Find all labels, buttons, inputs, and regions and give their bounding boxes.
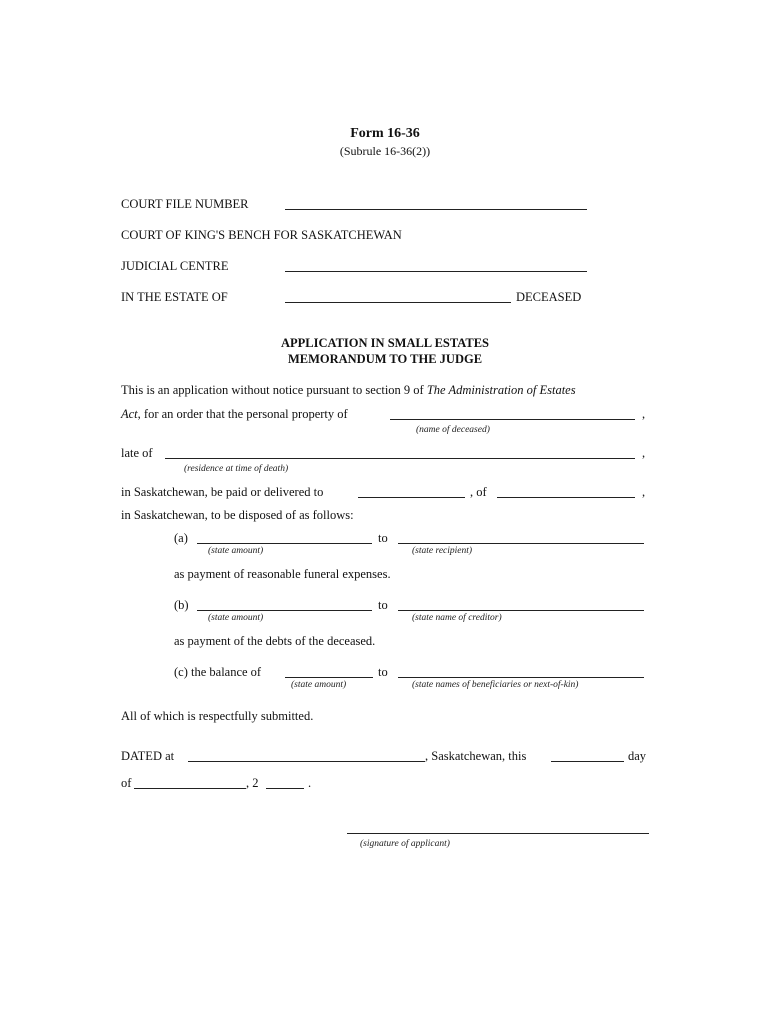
application-title-line2: MEMORANDUM TO THE JUDGE [287,352,483,366]
item-a-to: to [378,531,388,545]
item-a-recipient-caption: (state recipient) [412,546,473,556]
item-c-amount-caption: (state amount) [291,680,347,690]
act-name-italic-2: Act [121,407,138,421]
intro-line1 [121,383,576,398]
signature-caption: (signature of applicant) [360,839,450,849]
item-b-to: to [378,598,388,612]
paid-to-field[interactable] [358,497,465,498]
item-b-label: (b) [174,598,189,612]
item-a-recipient-field[interactable] [398,543,644,544]
period: . [308,776,312,790]
signature-field[interactable] [347,833,649,834]
intro-text-part2: , for an order that the personal property of [137,407,348,421]
item-c-amount-field[interactable] [285,677,373,678]
late-of-label: late of [121,446,153,460]
saskatchewan-this-text: , Saskatchewan, this [425,749,527,763]
funeral-expenses-text: as payment of reasonable funeral expenses. [174,567,391,581]
intro-text-part1: This is an application without notice pursuant to section 9 of [121,383,427,397]
of-location-field[interactable] [497,497,635,498]
estate-label: IN THE ESTATE OF [121,290,228,304]
comma-3: , [642,485,646,499]
year-prefix: , 2 [246,776,259,790]
month-field[interactable] [134,788,246,789]
intro-line2 [121,407,348,422]
subrule: (Subrule 16-36(2)) [339,144,431,158]
comma-2: , [642,446,646,460]
item-c-beneficiaries-caption: (state names of beneficiaries or next-of-kin) [412,680,579,690]
court-name: COURT OF KING'S BENCH FOR SASKATCHEWAN [121,228,402,242]
act-name-italic: The Administration of Estates [426,383,576,397]
respectfully-submitted: All of which is respectfully submitted. [121,709,314,723]
dated-at-location-field[interactable] [188,761,425,762]
item-b-creditor-field[interactable] [398,610,644,611]
form-title: Form 16-36 [350,126,420,141]
item-b-amount-field[interactable] [197,610,372,611]
deceased-label: DECEASED [516,290,582,304]
deceased-name-field[interactable] [390,419,635,420]
item-a-amount-caption: (state amount) [208,546,264,556]
name-of-deceased-caption: (name of deceased) [416,425,490,435]
item-b-creditor-caption: (state name of creditor) [412,613,502,623]
year-field[interactable] [266,788,304,789]
item-c-to: to [378,665,388,679]
item-a-label: (a) [174,531,188,545]
dated-at-label: DATED at [121,749,175,763]
disposed-text: in Saskatchewan, to be disposed of as follows: [121,508,354,522]
application-title-line1: APPLICATION IN SMALL ESTATES [280,336,490,350]
estate-name-field[interactable] [285,302,511,303]
day-label: day [628,749,647,763]
item-c-beneficiaries-field[interactable] [398,677,644,678]
paid-delivered-text: in Saskatchewan, be paid or delivered to [121,485,324,499]
debts-text: as payment of the debts of the deceased. [174,634,376,648]
of-month-label: of [121,776,132,790]
item-b-amount-caption: (state amount) [208,613,264,623]
court-file-number-label: COURT FILE NUMBER [121,197,249,211]
residence-caption: (residence at time of death) [184,464,289,474]
day-field[interactable] [551,761,624,762]
comma-1: , [642,407,646,421]
judicial-centre-label: JUDICIAL CENTRE [121,259,229,273]
court-file-number-field[interactable] [285,209,587,210]
residence-field[interactable] [165,458,635,459]
item-c-label: (c) the balance of [174,665,262,679]
item-a-amount-field[interactable] [197,543,372,544]
of-text: , of [470,485,487,499]
judicial-centre-field[interactable] [285,271,587,272]
